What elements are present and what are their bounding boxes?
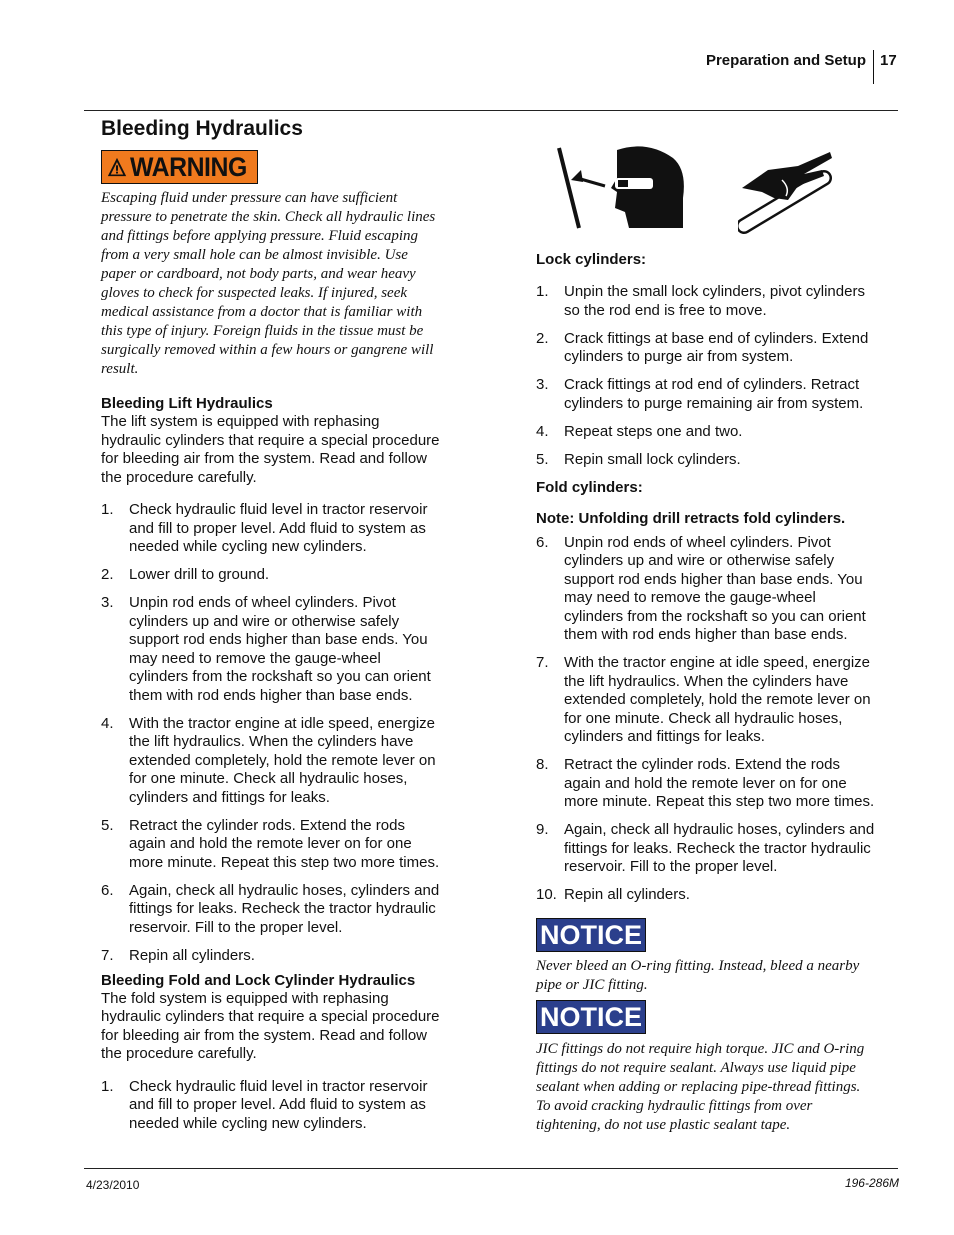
lock-heading: Lock cylinders: [536,251,647,268]
list-item [101,1078,441,1134]
step-text: Retract the cylinder rods. Extend the rods again and hold the remote lever on for one more minute. Repeat this step two more times. [564,756,875,810]
list-item [101,501,441,557]
list-item [536,654,876,747]
step-text: Repin all cylinders. [564,886,690,903]
foldcyl-steps [536,534,876,905]
step-text: Repeat steps one and two. [564,422,743,440]
step-text: Check hydraulic fluid level in tractor reservoir and fill to proper level. Add fluid to system as needed while cycling new cylinders. [129,1077,428,1132]
fold-heading: Bleeding Fold and Lock Cylinder Hydraulics [101,971,416,989]
list-item [101,715,441,808]
step-number: 7. [101,946,114,964]
face-shield-icon [555,140,690,235]
list-item [536,534,876,645]
notice-label-2 [536,1000,646,1034]
list-item [101,594,441,705]
step-number: 7. [536,654,549,671]
header-divider [873,50,874,84]
step-text: Unpin the small lock cylinders, pivot cylinders so the rod end is free to move. [564,283,865,319]
step-number: 2. [536,329,549,347]
step-number: 6. [101,881,114,899]
lift-steps [101,501,441,965]
page-number: 17 [880,52,897,69]
warning-triangle-icon [107,155,127,179]
warning-label [101,150,258,184]
list-item [101,947,441,966]
step-number: 4. [536,422,549,440]
page-title: Bleeding Hydraulics [101,117,303,140]
step-number: 5. [101,816,114,834]
left-column [101,395,441,1143]
warning-text: WARNING [130,151,247,182]
step-text: Again, check all hydraulic hoses, cylinders and fittings for leaks. Recheck the tractor hydraulic reservoir. Fill to the proper level. [129,881,440,936]
footer-rule [84,1168,898,1169]
step-number: 6. [536,533,549,551]
lift-intro: The lift system is equipped with rephasing hydraulic cylinders that require a special procedure for bleeding air from the system. Read and follow the procedure carefully. [101,413,440,486]
fold-steps [101,1078,441,1134]
step-number: 5. [536,450,549,468]
step-number: 1. [101,501,114,518]
step-text: Crack fittings at base end of cylinders. Extend cylinders to purge air from system. [564,329,869,365]
list-item [536,886,876,905]
step-text: With the tractor engine at idle speed, energize the lift hydraulics. When the cylinders have extended completely, hold the remote lever on for one minute. Check all hydraulic hoses, cylinders and fittings for leaks. [564,654,871,745]
right-column [536,251,876,1135]
list-item [101,566,441,585]
warning-paragraph: Escaping fluid under pressure can have sufficient pressure to penetrate the skin. Check all hydraulic lines and fittings before applying pressure. Fluid escaping from a very small hole can be almost invisible. Use paper or cardboard, not body parts, and wear heavy gloves to check for suspected leaks. If injured, seek medical assistance from a doctor that is familiar with this type of injury. Foreign fluids in the tissue must be surgically removed within a few hours or gangrene will result. [101,190,436,377]
list-item [101,817,441,873]
step-text: Crack fittings at rod end of cylinders. Retract cylinders to purge remaining air from system. [564,376,864,412]
step-number: 3. [101,594,114,611]
step-number: 9. [536,821,549,838]
step-text: Repin small lock cylinders. [564,450,741,468]
step-number: 2. [101,566,114,583]
notice-text-1: NOTICE [540,919,643,950]
hand-injection-icon [738,150,838,235]
step-number: 4. [101,714,114,732]
step-number: 10. [536,886,557,903]
list-item [536,330,876,367]
step-number: 1. [101,1077,114,1095]
notice-label-1 [536,918,646,952]
step-text: Check hydraulic fluid level in tractor reservoir and fill to proper level. Add fluid to system as needed while cycling new cylinders. [129,501,428,555]
list-item [536,756,876,812]
footer-date: 4/23/2010 [86,1178,140,1192]
step-text: Lower drill to ground. [129,566,270,583]
lock-steps [536,283,876,469]
list-item [536,283,876,320]
notice-paragraph-2: JIC fittings do not require high torque. JIC and O-ring fittings do not require sealant. Always use liquid pipe sealant when adding or replacing pipe-thread fittings. To avoid cracking hydraulic fittings from over tightening, do not use plastic sealant tape. [536,1040,865,1133]
step-text: Retract the cylinder rods. Extend the rods again and hold the remote lever on for one more minute. Repeat this step two more times. [129,816,440,871]
list-item [536,376,876,413]
foldcyl-note: Note: Unfolding drill retracts fold cylinders. [536,509,846,527]
lift-heading: Bleeding Lift Hydraulics [101,395,273,412]
step-number: 1. [536,283,549,300]
notice-paragraph-1: Never bleed an O-ring fitting. Instead, bleed a nearby pipe or JIC fitting. [536,957,860,993]
step-text: Repin all cylinders. [129,946,255,964]
step-text: Again, check all hydraulic hoses, cylinders and fittings for leaks. Recheck the tractor hydraulic reservoir. Fill to the proper level. [564,821,875,875]
list-item [536,423,876,442]
step-text: With the tractor engine at idle speed, energize the lift hydraulics. When the cylinders have extended completely, hold the remote lever on for one minute. Check all hydraulic hoses, cylinders and fittings for leaks. [129,714,436,806]
footer-doc-number: 196-286M [844,1176,899,1190]
step-number: 3. [536,376,549,393]
notice-text-2: NOTICE [540,1001,643,1032]
list-item [536,451,876,470]
header-rule [84,110,898,111]
list-item [536,821,876,877]
fold-intro: The fold system is equipped with rephasing hydraulic cylinders that require a special procedure for bleeding air from the system. Read and follow the procedure carefully. [101,989,440,1062]
step-number: 8. [536,756,549,773]
step-text: Unpin rod ends of wheel cylinders. Pivot cylinders up and wire or otherwise safely support rod ends higher than base ends. You may need to remove the gauge-wheel cylinders from the rockshaft so you can orient them with rod ends higher than base ends. [129,594,431,704]
foldcyl-heading: Fold cylinders: [536,478,643,496]
list-item [101,882,441,938]
section-title: Preparation and Setup [705,52,866,69]
step-text: Unpin rod ends of wheel cylinders. Pivot cylinders up and wire or otherwise safely support rod ends higher than base ends. You may need to remove the gauge-wheel cylinders from the rockshaft so you can orient them with rod ends higher than base ends. [564,533,866,643]
